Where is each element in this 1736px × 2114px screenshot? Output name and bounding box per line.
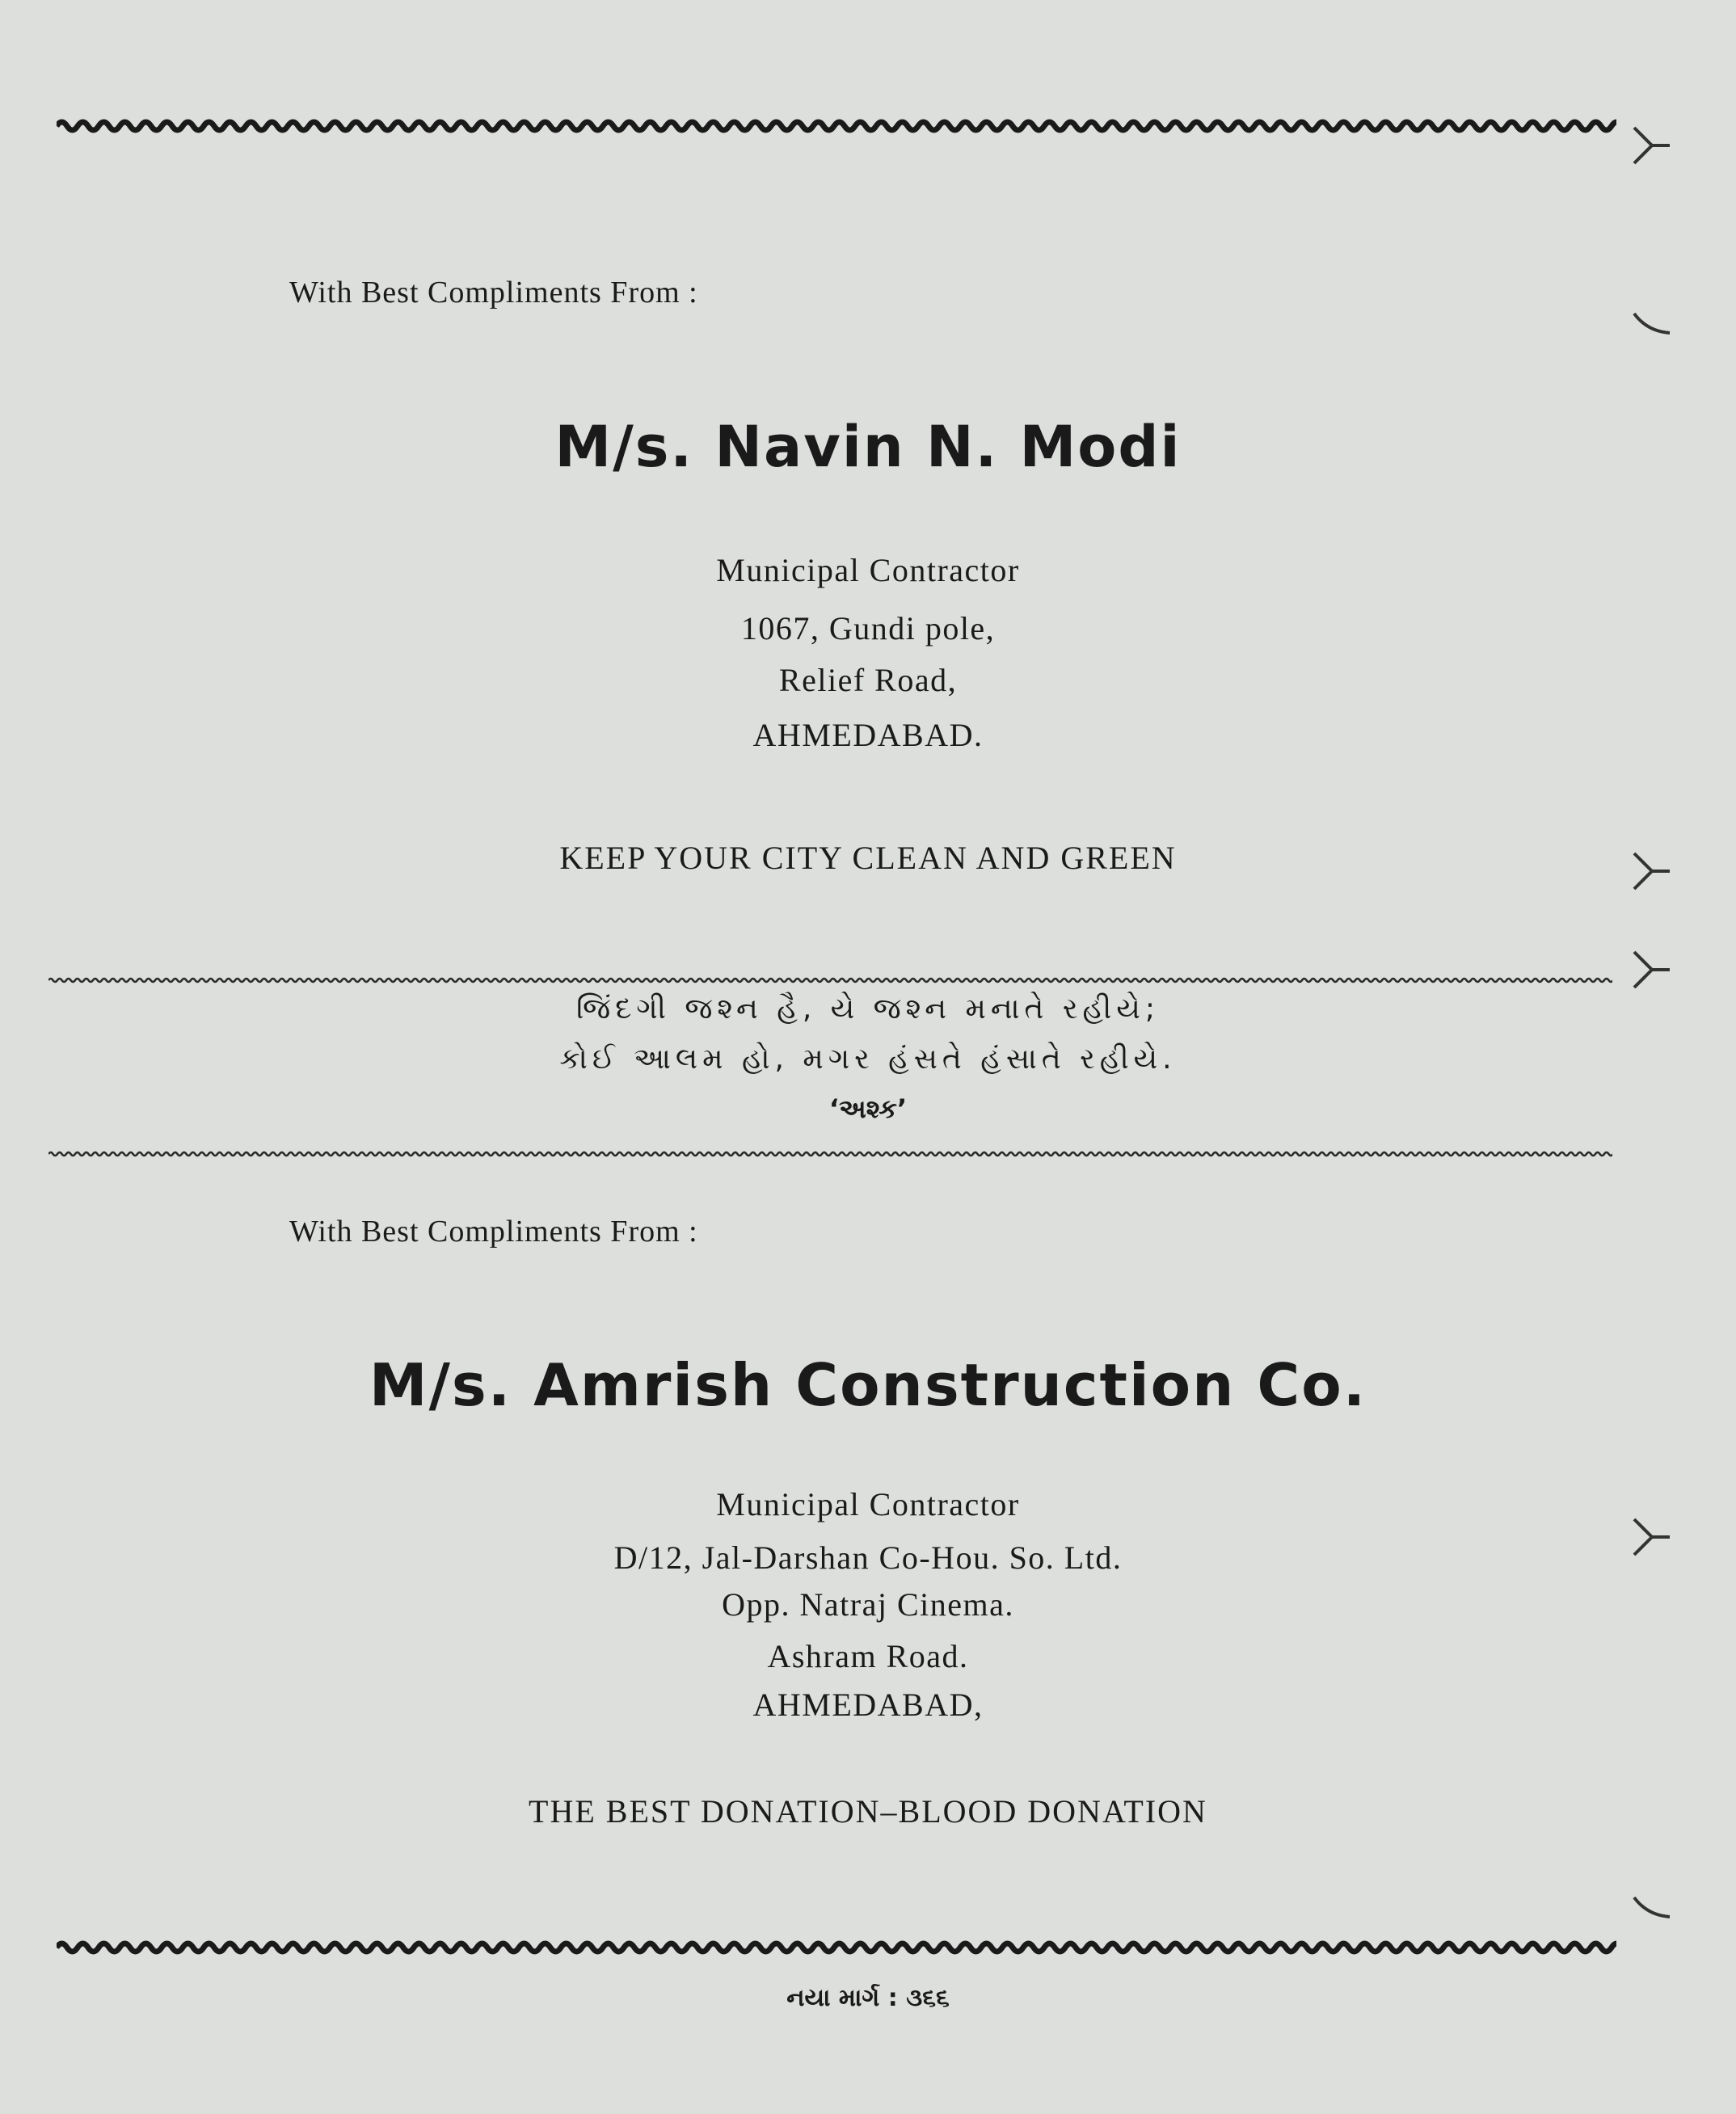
footer-page-number: નયા માર્ગ : ૩૬૬ [786, 1984, 950, 2012]
divider-bottom [48, 1148, 1612, 1160]
ad1-firm-name: M/s. Navin N. Modi [554, 414, 1182, 480]
ad2-line: Opp. Natraj Cinema. [722, 1586, 1014, 1623]
ad2-line: D/12, Jal-Darshan Co-Hou. So. Ltd. [613, 1539, 1123, 1576]
binding-hole-mark [1631, 121, 1673, 170]
top-wavy-line [57, 112, 1616, 141]
poem-line: કોઈ આલમ હો, મગર હંસતે હંસાતે રહીયે. [559, 1042, 1177, 1076]
ad1-address-block [0, 551, 1736, 768]
ad2-line: Municipal Contractor [716, 1486, 1020, 1522]
ad1-compliments: With Best Compliments From : [289, 276, 698, 310]
ad1-line: AHMEDABAD. [752, 717, 984, 753]
divider-wave [48, 1148, 1612, 1160]
poem-author: ‘અશ્ક’ [828, 1093, 908, 1124]
binding-hole-mark [1631, 1891, 1673, 1939]
ad1-line: Relief Road, [778, 662, 958, 698]
ad2-address-block [0, 1485, 1736, 1734]
ad2-compliments: With Best Compliments From : [289, 1215, 698, 1249]
binding-hole-mark [1631, 945, 1673, 994]
ad1-line: Municipal Contractor [716, 552, 1020, 588]
bottom-wavy-border [57, 1933, 1616, 1962]
binding-hole-mark [1631, 847, 1673, 895]
ad2-line: Ashram Road. [767, 1638, 969, 1674]
bottom-wavy-line [57, 1933, 1616, 1962]
ad2-firm-name: M/s. Amrish Construction Co. [369, 1351, 1367, 1419]
top-wavy-border [57, 112, 1616, 141]
ad1-line: 1067, Gundi pole, [740, 610, 996, 646]
ad2-line: AHMEDABAD, [752, 1687, 984, 1723]
ad2-slogan: THE BEST DONATION–BLOOD DONATION [529, 1793, 1207, 1830]
binding-hole-mark [1631, 307, 1673, 356]
poem-line: જિંદગી જશ્ન હૈ, યે જશ્ન મનાતે રહીયે; [576, 992, 1160, 1025]
poem-block [0, 984, 1736, 1133]
ad1-slogan: KEEP YOUR CITY CLEAN AND GREEN [559, 840, 1177, 876]
binding-hole-mark [1631, 1513, 1673, 1561]
